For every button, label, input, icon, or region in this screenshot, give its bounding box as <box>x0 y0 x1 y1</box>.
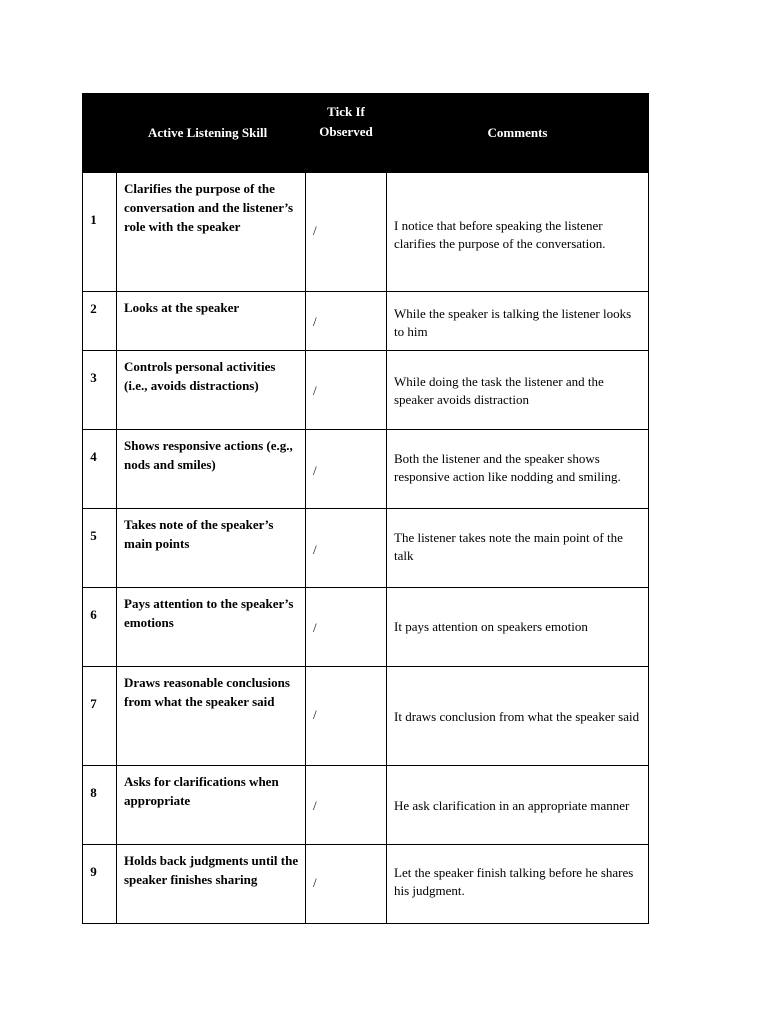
skill-description: Clarifies the purpose of the conversation and the listener’s role with the speaker <box>117 173 306 292</box>
comment-text: Let the speaker finish talking before he shares his judgment. <box>394 865 634 898</box>
skill-description: Pays attention to the speaker’s emotions <box>117 588 306 667</box>
tick-cell <box>306 430 387 509</box>
tick-cell <box>306 173 387 292</box>
row-number-text: 6 <box>90 606 97 622</box>
tick-cell <box>306 588 387 667</box>
table-row <box>83 509 649 588</box>
row-number <box>83 845 117 924</box>
tick-cell <box>306 509 387 588</box>
table-row <box>83 766 649 845</box>
header-row <box>83 94 649 173</box>
comment-text: He ask clarification in an appropriate manner <box>394 798 630 813</box>
comment <box>387 351 649 430</box>
row-number-text: 1 <box>90 211 97 227</box>
table-body <box>83 173 649 924</box>
comment <box>387 588 649 667</box>
row-number <box>83 509 117 588</box>
skill-description: Shows responsive actions (e.g., nods and smiles) <box>117 430 306 509</box>
table-header <box>83 94 649 173</box>
comment <box>387 173 649 292</box>
comment <box>387 292 649 351</box>
row-number <box>83 292 117 351</box>
comment-text: It draws conclusion from what the speaker said <box>394 709 640 724</box>
row-number-text: 9 <box>90 863 97 879</box>
comment-text: The listener takes note the main point of the talk <box>394 530 623 563</box>
row-number <box>83 351 117 430</box>
active-listening-checklist-table <box>82 93 649 924</box>
comment-text: Both the listener and the speaker shows responsive action like nodding and smiling. <box>394 451 621 484</box>
row-number <box>83 430 117 509</box>
comment <box>387 509 649 588</box>
tick-cell <box>306 667 387 766</box>
tick-cell <box>306 766 387 845</box>
tick-cell <box>306 351 387 430</box>
table-row <box>83 430 649 509</box>
skill-description: Holds back judgments until the speaker finishes sharing <box>117 845 306 924</box>
comment <box>387 766 649 845</box>
table-row <box>83 351 649 430</box>
tick-mark: / <box>313 706 317 722</box>
skill-description: Draws reasonable conclusions from what the speaker said <box>117 667 306 766</box>
skill-description: Controls personal activities (i.e., avoids distractions) <box>117 351 306 430</box>
tick-mark: / <box>313 797 317 813</box>
tick-cell <box>306 845 387 924</box>
row-number-text: 7 <box>90 695 97 711</box>
row-number <box>83 766 117 845</box>
comment <box>387 430 649 509</box>
table-row <box>83 588 649 667</box>
tick-mark: / <box>313 619 317 635</box>
comment-text: While doing the task the listener and the speaker avoids distraction <box>394 374 604 407</box>
tick-mark: / <box>313 874 317 890</box>
row-number <box>83 588 117 667</box>
comment-text: It pays attention on speakers emotion <box>394 619 588 634</box>
skill-description: Looks at the speaker <box>117 292 306 351</box>
row-number-text: 2 <box>90 300 97 316</box>
skill-description: Takes note of the speaker’s main points <box>117 509 306 588</box>
comment <box>387 845 649 924</box>
table-row <box>83 667 649 766</box>
header-number <box>83 94 117 173</box>
tick-mark: / <box>313 313 317 329</box>
comment-text: I notice that before speaking the listener clarifies the purpose of the conversation. <box>394 218 606 251</box>
table-row <box>83 845 649 924</box>
tick-cell <box>306 292 387 351</box>
row-number-text: 4 <box>90 448 97 464</box>
skill-description: Asks for clarifications when appropriate <box>117 766 306 845</box>
row-number <box>83 173 117 292</box>
row-number-text: 8 <box>90 784 97 800</box>
header-active-listening-skill: Active Listening Skill <box>117 94 306 173</box>
header-comments: Comments <box>387 94 649 173</box>
row-number <box>83 667 117 766</box>
tick-mark: / <box>313 462 317 478</box>
tick-mark: / <box>313 382 317 398</box>
row-number-text: 5 <box>90 527 97 543</box>
header-tick-line2: Observed <box>319 124 373 139</box>
tick-mark: / <box>313 541 317 557</box>
table-row <box>83 173 649 292</box>
tick-mark: / <box>313 222 317 238</box>
comment-text: While the speaker is talking the listener looks to him <box>394 306 632 339</box>
row-number-text: 3 <box>90 369 97 385</box>
table-row <box>83 292 649 351</box>
header-tick-line1: Tick If <box>327 104 365 119</box>
header-tick-if-observed <box>306 94 387 173</box>
comment <box>387 667 649 766</box>
